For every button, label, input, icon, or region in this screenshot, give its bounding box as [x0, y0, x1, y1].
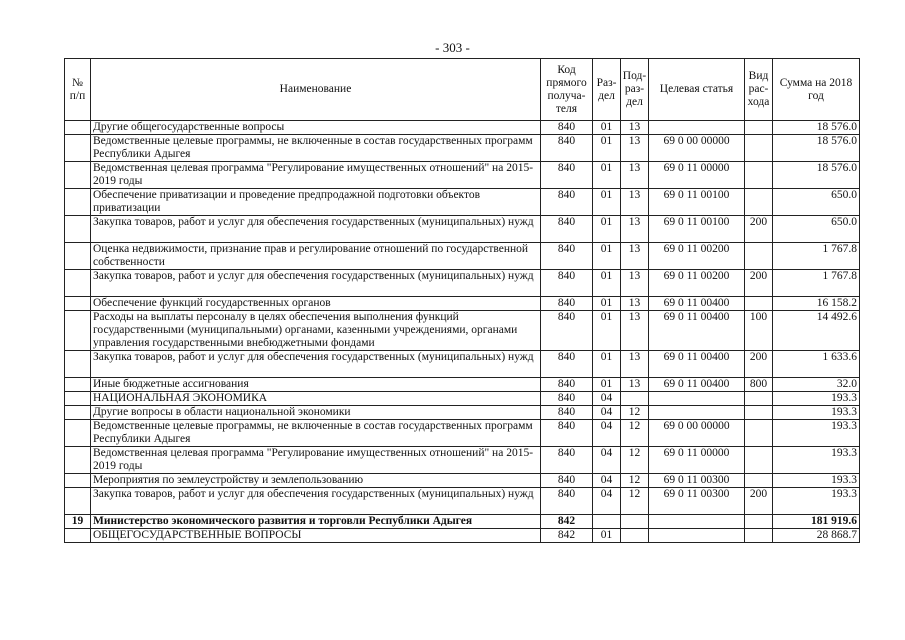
table-row — [65, 216, 860, 243]
table-row — [65, 515, 860, 529]
row-section: 01 — [593, 529, 621, 543]
row-code: 840 — [541, 420, 593, 447]
row-subsection — [621, 392, 649, 406]
row-exp-type — [745, 297, 773, 311]
row-name: Иные бюджетные ассигнования — [91, 378, 541, 392]
row-code: 840 — [541, 121, 593, 135]
row-exp-type: 800 — [745, 378, 773, 392]
row-subsection: 13 — [621, 378, 649, 392]
row-target — [649, 121, 745, 135]
row-target: 69 0 11 00000 — [649, 162, 745, 189]
row-name: Оценка недвижимости, признание прав и регулирование отношений по государственной собственности — [91, 243, 541, 270]
row-amount: 32.0 — [773, 378, 860, 392]
row-name: Мероприятия по землеустройству и землепользованию — [91, 474, 541, 488]
row-name: НАЦИОНАЛЬНАЯ ЭКОНОМИКА — [91, 392, 541, 406]
row-amount: 193.3 — [773, 392, 860, 406]
row-section — [593, 515, 621, 529]
row-target: 69 0 11 00400 — [649, 311, 745, 351]
row-amount: 18 576.0 — [773, 162, 860, 189]
col-header-name: Наименование — [91, 59, 541, 121]
row-subsection: 13 — [621, 270, 649, 297]
row-subsection: 13 — [621, 311, 649, 351]
table-row — [65, 121, 860, 135]
row-code: 840 — [541, 488, 593, 515]
row-amount: 193.3 — [773, 447, 860, 474]
row-num — [65, 529, 91, 543]
table-row — [65, 529, 860, 543]
row-target: 69 0 11 00200 — [649, 243, 745, 270]
row-subsection: 13 — [621, 216, 649, 243]
row-code: 840 — [541, 311, 593, 351]
row-num — [65, 474, 91, 488]
row-code: 840 — [541, 135, 593, 162]
row-subsection: 12 — [621, 474, 649, 488]
row-num — [65, 311, 91, 351]
row-exp-type — [745, 420, 773, 447]
row-section: 01 — [593, 162, 621, 189]
row-amount: 193.3 — [773, 406, 860, 420]
row-section: 01 — [593, 270, 621, 297]
row-code: 842 — [541, 515, 593, 529]
col-header-num: № п/п — [65, 59, 91, 121]
row-name: Министерство экономического развития и торговли Республики Адыгея — [91, 515, 541, 529]
row-num — [65, 447, 91, 474]
row-name: Обеспечение приватизации и проведение предпродажной подготовки объектов приватизации — [91, 189, 541, 216]
row-subsection: 13 — [621, 135, 649, 162]
row-exp-type — [745, 515, 773, 529]
table-row — [65, 311, 860, 351]
row-exp-type — [745, 243, 773, 270]
row-target: 69 0 00 00000 — [649, 135, 745, 162]
row-section: 01 — [593, 121, 621, 135]
row-code: 840 — [541, 243, 593, 270]
row-section: 01 — [593, 189, 621, 216]
table-row — [65, 351, 860, 378]
row-target: 69 0 11 00400 — [649, 378, 745, 392]
row-name: Закупка товаров, работ и услуг для обеспечения государственных (муниципальных) нужд — [91, 488, 541, 515]
row-num — [65, 351, 91, 378]
row-subsection — [621, 529, 649, 543]
row-target: 69 0 11 00200 — [649, 270, 745, 297]
row-subsection: 12 — [621, 420, 649, 447]
row-name: ОБЩЕГОСУДАРСТВЕННЫЕ ВОПРОСЫ — [91, 529, 541, 543]
row-code: 840 — [541, 447, 593, 474]
row-code: 840 — [541, 351, 593, 378]
row-num — [65, 378, 91, 392]
row-target: 69 0 11 00300 — [649, 474, 745, 488]
row-section: 04 — [593, 474, 621, 488]
row-code: 840 — [541, 216, 593, 243]
row-code: 842 — [541, 529, 593, 543]
row-target — [649, 515, 745, 529]
row-section: 01 — [593, 297, 621, 311]
row-code: 840 — [541, 392, 593, 406]
row-num — [65, 216, 91, 243]
row-section: 04 — [593, 406, 621, 420]
row-amount: 1 633.6 — [773, 351, 860, 378]
row-subsection: 13 — [621, 297, 649, 311]
row-section: 01 — [593, 243, 621, 270]
row-subsection: 12 — [621, 447, 649, 474]
row-section: 04 — [593, 392, 621, 406]
row-num — [65, 420, 91, 447]
row-subsection: 13 — [621, 243, 649, 270]
row-name: Обеспечение функций государственных органов — [91, 297, 541, 311]
row-amount: 18 576.0 — [773, 121, 860, 135]
row-code: 840 — [541, 297, 593, 311]
row-exp-type — [745, 474, 773, 488]
row-amount: 193.3 — [773, 420, 860, 447]
row-section: 04 — [593, 488, 621, 515]
row-num — [65, 162, 91, 189]
row-target: 69 0 11 00000 — [649, 447, 745, 474]
row-num — [65, 406, 91, 420]
row-code: 840 — [541, 270, 593, 297]
row-num — [65, 297, 91, 311]
row-name: Ведомственная целевая программа "Регулирование имущественных отношений" на 2015-2019 годы — [91, 162, 541, 189]
row-amount: 193.3 — [773, 474, 860, 488]
row-target: 69 0 11 00100 — [649, 216, 745, 243]
row-name: Ведомственные целевые программы, не включенные в состав государственных программ Республики Адыгея — [91, 135, 541, 162]
row-name: Другие общегосударственные вопросы — [91, 121, 541, 135]
col-header-subsection: Под-раз-дел — [621, 59, 649, 121]
row-exp-type — [745, 162, 773, 189]
row-amount: 650.0 — [773, 216, 860, 243]
row-amount: 181 919.6 — [773, 515, 860, 529]
table-row — [65, 189, 860, 216]
table-row — [65, 378, 860, 392]
row-exp-type — [745, 447, 773, 474]
row-name: Ведомственная целевая программа "Регулирование имущественных отношений" на 2015-2019 годы — [91, 447, 541, 474]
col-header-target: Целевая статья — [649, 59, 745, 121]
table-row — [65, 447, 860, 474]
row-section: 01 — [593, 378, 621, 392]
col-header-exp-type: Вид рас-хода — [745, 59, 773, 121]
table-row — [65, 420, 860, 447]
row-section: 04 — [593, 420, 621, 447]
row-target: 69 0 11 00300 — [649, 488, 745, 515]
row-amount: 28 868.7 — [773, 529, 860, 543]
row-section: 01 — [593, 135, 621, 162]
row-num — [65, 488, 91, 515]
row-exp-type: 200 — [745, 488, 773, 515]
row-section: 01 — [593, 351, 621, 378]
row-code: 840 — [541, 162, 593, 189]
row-amount: 193.3 — [773, 488, 860, 515]
table-header-row — [65, 59, 860, 121]
row-section: 01 — [593, 311, 621, 351]
row-name: Закупка товаров, работ и услуг для обеспечения государственных (муниципальных) нужд — [91, 216, 541, 243]
table-body — [65, 121, 860, 543]
row-subsection: 12 — [621, 488, 649, 515]
row-exp-type: 200 — [745, 216, 773, 243]
row-name: Расходы на выплаты персоналу в целях обеспечения выполнения функций государственными (муниципальными) органами, казенными учреждениями, органами управления государственными внебюджетными фондами — [91, 311, 541, 351]
row-amount: 16 158.2 — [773, 297, 860, 311]
row-target: 69 0 11 00400 — [649, 297, 745, 311]
table-row — [65, 135, 860, 162]
table-row — [65, 392, 860, 406]
row-exp-type — [745, 406, 773, 420]
row-exp-type: 200 — [745, 351, 773, 378]
row-target: 69 0 11 00400 — [649, 351, 745, 378]
row-amount: 1 767.8 — [773, 243, 860, 270]
row-amount: 650.0 — [773, 189, 860, 216]
row-num — [65, 392, 91, 406]
row-section: 01 — [593, 216, 621, 243]
row-amount: 18 576.0 — [773, 135, 860, 162]
col-header-section: Раз-дел — [593, 59, 621, 121]
table-row — [65, 270, 860, 297]
row-exp-type — [745, 189, 773, 216]
row-num — [65, 243, 91, 270]
table-row — [65, 243, 860, 270]
row-target — [649, 392, 745, 406]
row-name: Закупка товаров, работ и услуг для обеспечения государственных (муниципальных) нужд — [91, 351, 541, 378]
row-exp-type — [745, 529, 773, 543]
row-num: 19 — [65, 515, 91, 529]
row-name: Ведомственные целевые программы, не включенные в состав государственных программ Республики Адыгея — [91, 420, 541, 447]
budget-table — [64, 58, 860, 543]
row-name: Другие вопросы в области национальной экономики — [91, 406, 541, 420]
row-subsection: 13 — [621, 351, 649, 378]
row-subsection: 12 — [621, 406, 649, 420]
row-num — [65, 189, 91, 216]
row-code: 840 — [541, 378, 593, 392]
table-row — [65, 406, 860, 420]
row-subsection — [621, 515, 649, 529]
row-num — [65, 135, 91, 162]
row-exp-type — [745, 121, 773, 135]
row-amount: 1 767.8 — [773, 270, 860, 297]
row-subsection: 13 — [621, 162, 649, 189]
table-row — [65, 297, 860, 311]
row-num — [65, 270, 91, 297]
table-row — [65, 474, 860, 488]
col-header-code: Код прямого получа-теля — [541, 59, 593, 121]
page-number: - 303 - — [435, 40, 470, 55]
row-subsection: 13 — [621, 189, 649, 216]
row-name: Закупка товаров, работ и услуг для обеспечения государственных (муниципальных) нужд — [91, 270, 541, 297]
table-row — [65, 488, 860, 515]
row-num — [65, 121, 91, 135]
table-row — [65, 162, 860, 189]
row-amount: 14 492.6 — [773, 311, 860, 351]
row-target — [649, 406, 745, 420]
col-header-amount: Сумма на 2018 год — [773, 59, 860, 121]
row-section: 04 — [593, 447, 621, 474]
row-exp-type: 200 — [745, 270, 773, 297]
row-target: 69 0 00 00000 — [649, 420, 745, 447]
row-exp-type — [745, 135, 773, 162]
row-exp-type: 100 — [745, 311, 773, 351]
row-code: 840 — [541, 189, 593, 216]
row-code: 840 — [541, 406, 593, 420]
row-code: 840 — [541, 474, 593, 488]
row-subsection: 13 — [621, 121, 649, 135]
row-target — [649, 529, 745, 543]
row-target: 69 0 11 00100 — [649, 189, 745, 216]
row-exp-type — [745, 392, 773, 406]
